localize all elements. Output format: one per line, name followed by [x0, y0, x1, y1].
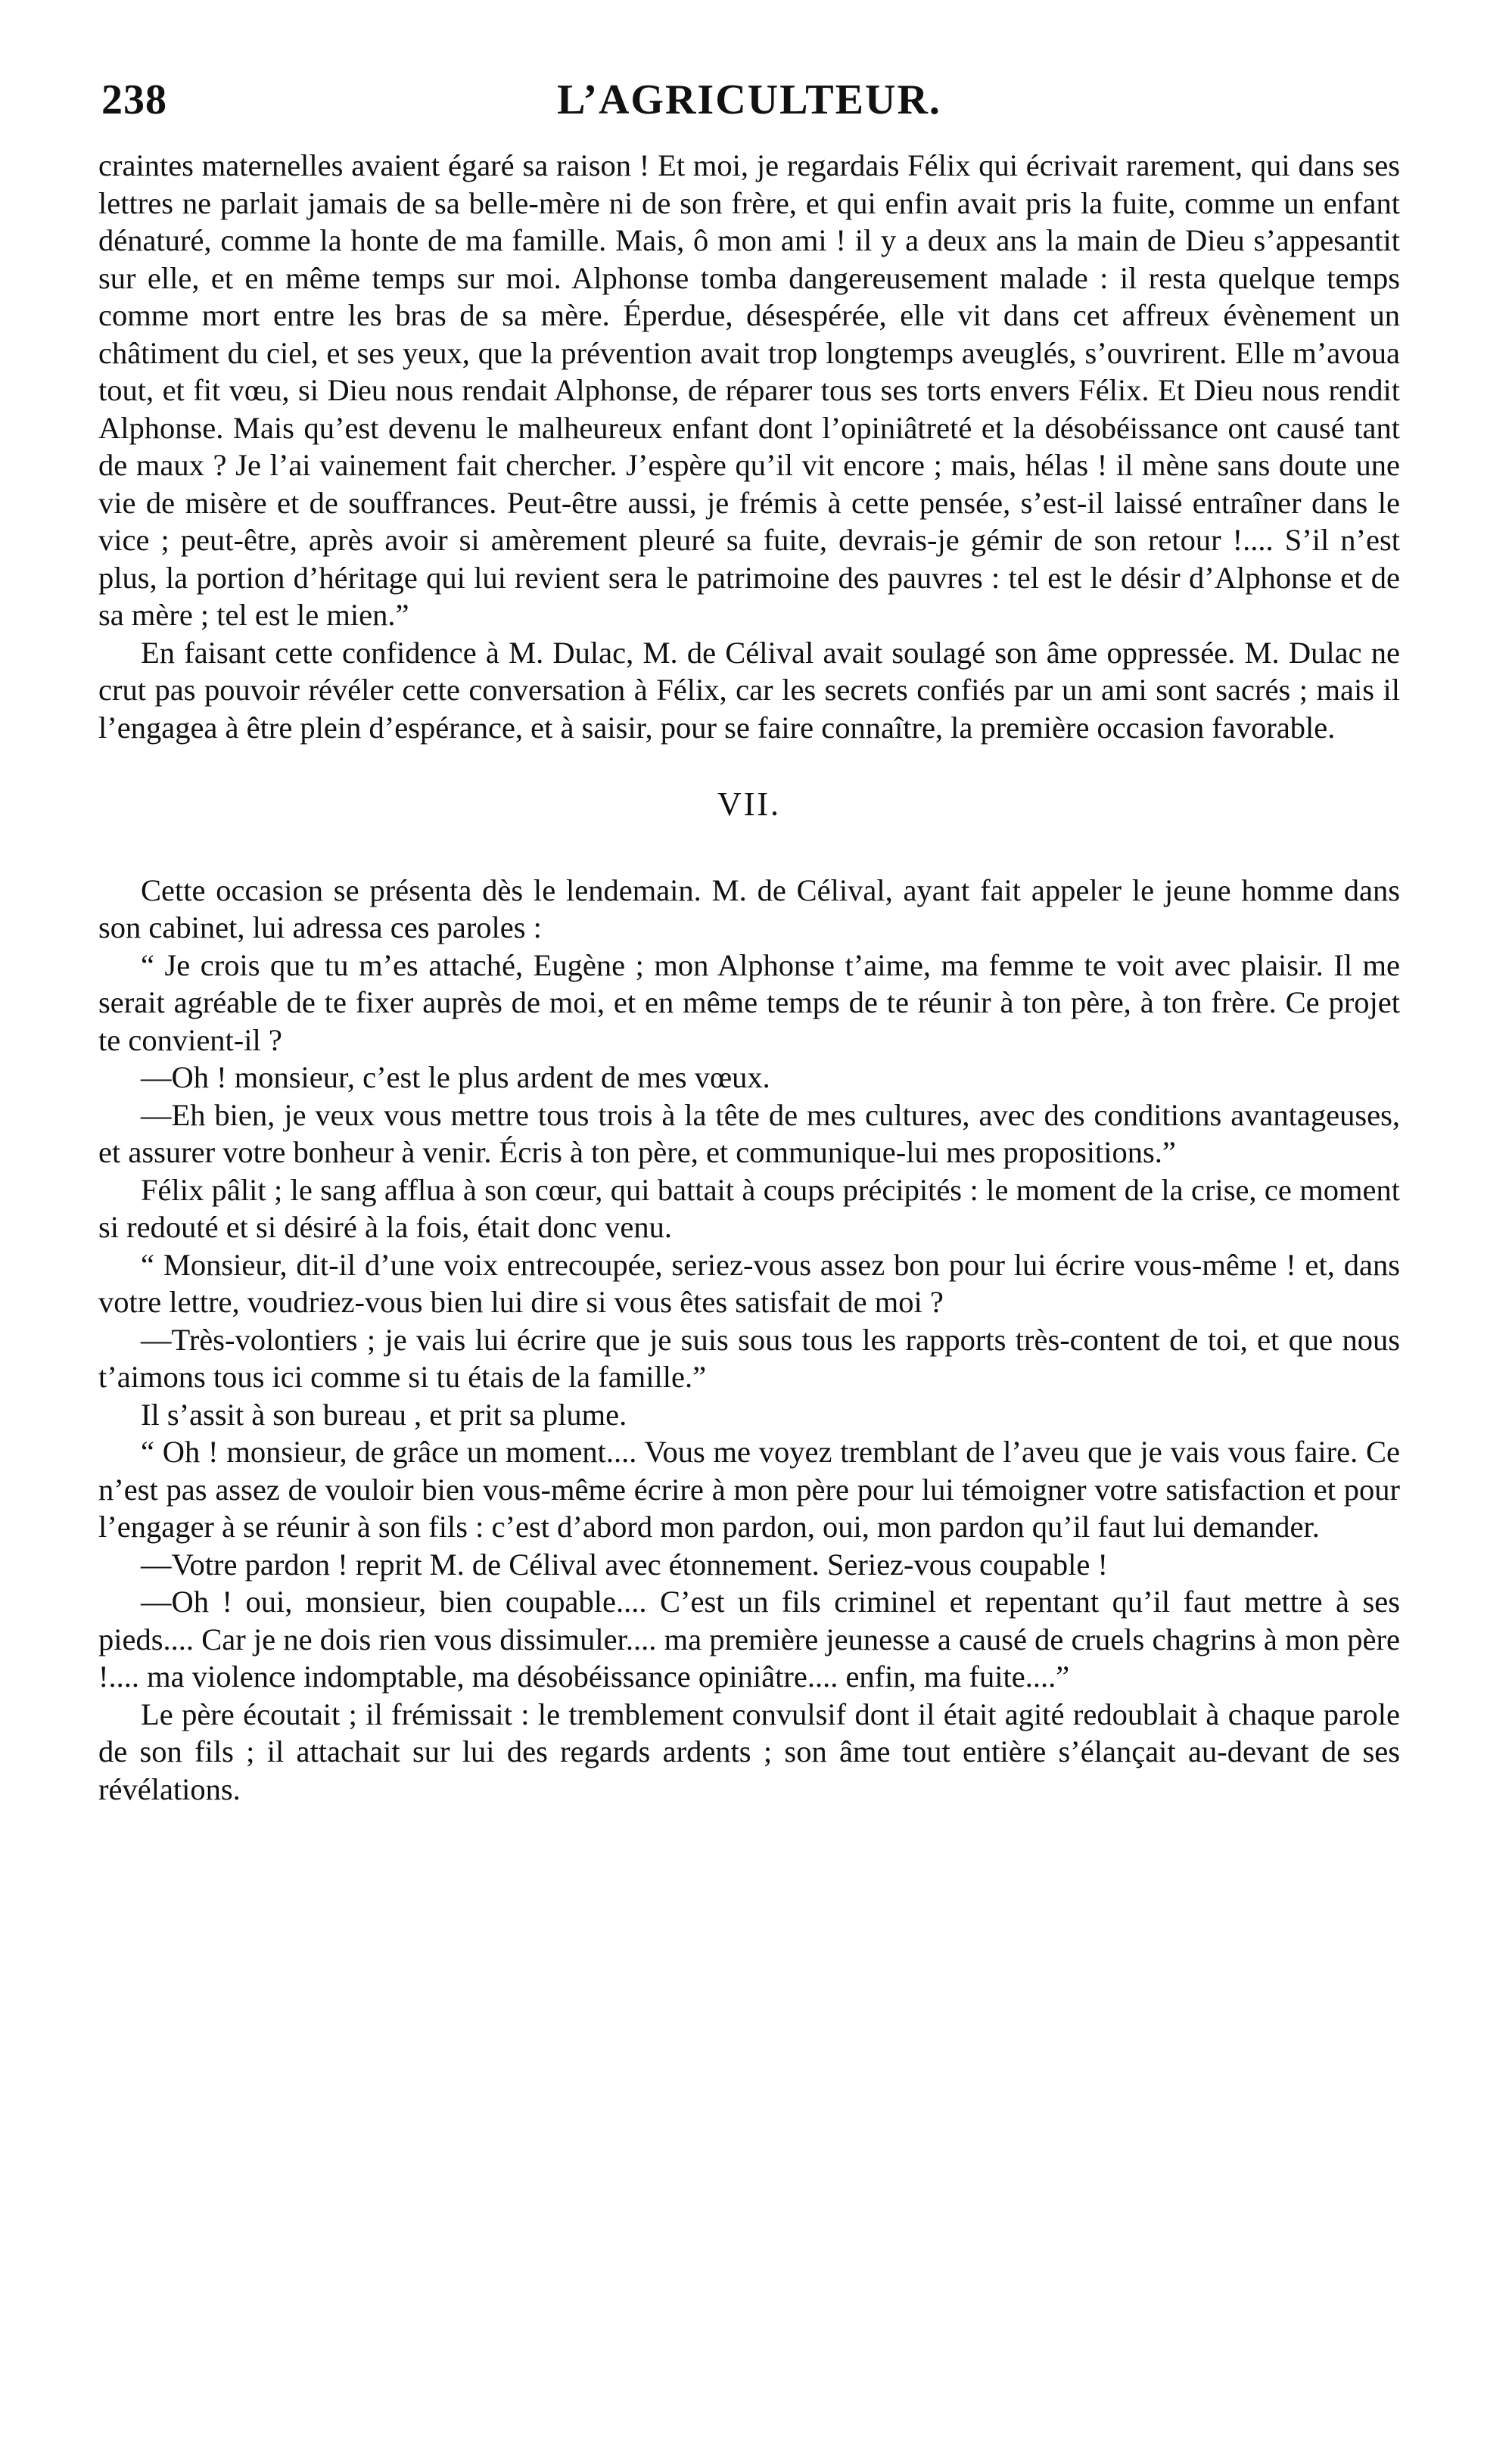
- paragraph: craintes maternelles avaient égaré sa raison ! Et moi, je regardais Félix qui écrivait rarement, qui dans ses lettres ne parlait jamais de sa belle-mère ni de son frère, et qui enfin avait pris la fuite, comme un enfant dénaturé, comme la honte de ma famille. Mais, ô mon ami ! il y a deux ans la main de Dieu s’appesantit sur elle, et en même temps sur moi. Alphonse tomba dangereusement malade : il resta quelque temps comme mort entre les bras de sa mère. Éperdue, désespérée, elle vit dans cet affreux évènement un châtiment du ciel, et ses yeux, que la prévention avait trop longtemps aveuglés, s’ouvrirent. Elle m’avoua tout, et fit vœu, si Dieu nous rendait Alphonse, de réparer tous ses torts envers Félix. Et Dieu nous rendit Alphonse. Mais qu’est devenu le malheureux enfant dont l’opiniâtreté et la désobéissance ont causé tant de maux ? Je l’ai vainement fait chercher. J’espère qu’il vit encore ; mais, hélas ! il mène sans doute une vie de misère et de souffrances. Peut-être aussi, je frémis à cette pensée, s’est-il laissé entraîner dans le vice ; peut-être, après avoir si amèrement pleuré sa fuite, devrais-je gémir de son retour !.... S’il n’est plus, la portion d’héritage qui lui revient sera le patrimoine des pauvres : tel est le désir d’Alphonse et de sa mère ; tel est le mien.”: [98, 148, 1400, 632]
- paragraph: En faisant cette confidence à M. Dulac, M. de Célival avait soulagé son âme oppressée. M. Dulac ne crut pas pouvoir révéler cette conversation à Félix, car les secrets confiés par un ami sont sacrés ; mais il l’engagea à être plein d’espérance, et à saisir, pour se faire connaître, la première occasion favorable.: [98, 635, 1400, 745]
- paragraph: “ Monsieur, dit-il d’une voix entrecoupée, seriez-vous assez bon pour lui écrire vous-même ! et, dans votre lettre, voudriez-vous bien lui dire si vous êtes satisfait de moi ?: [98, 1247, 1400, 1319]
- paragraph: Cette occasion se présenta dès le lendemain. M. de Célival, ayant fait appeler le jeune homme dans son cabinet, lui adressa ces paroles :: [98, 873, 1400, 944]
- body-text: [98, 147, 1400, 1808]
- page-number: 238: [101, 76, 167, 123]
- paragraph: “ Je crois que tu m’es attaché, Eugène ; mon Alphonse t’aime, ma femme te voit avec plaisir. Il me serait agréable de te fixer auprès de moi, et en même temps de te réunir à ton père, à ton frère. Ce projet te convient-il ?: [98, 947, 1400, 1057]
- paragraph: —Très-volontiers ; je vais lui écrire que je suis sous tous les rapports très-content de toi, et que nous t’aimons tous ici comme si tu étais de la famille.”: [98, 1322, 1400, 1394]
- paragraph: “ Oh ! monsieur, de grâce un moment.... Vous me voyez tremblant de l’aveu que je vais vous faire. Ce n’est pas assez de vouloir bien vous-même écrire à mon père pour lui témoigner votre satisfaction et pour l’engager à se réunir à son fils : c’est d’abord mon pardon, oui, mon pardon qu’il faut lui demander.: [98, 1435, 1400, 1544]
- paragraph: Félix pâlit ; le sang afflua à son cœur, qui battait à coups précipités : le moment de la crise, ce moment si redouté et si désiré à la fois, était donc venu.: [98, 1172, 1400, 1244]
- paragraph: —Votre pardon ! reprit M. de Célival avec étonnement. Seriez-vous coupable !: [141, 1547, 1108, 1582]
- paragraph: —Oh ! oui, monsieur, bien coupable.... C’est un fils criminel et repentant qu’il faut mettre à ses pieds.... Car je ne dois rien vous dissimuler.... ma première jeunesse a causé de cruels chagrins à mon père !.... ma violence indomptable, ma désobéissance opiniâtre.... enfin, ma fuite....”: [98, 1585, 1400, 1694]
- running-title: L’AGRICULTEUR.: [557, 76, 941, 123]
- running-head: [98, 70, 1400, 130]
- chapter-heading: VII.: [717, 785, 782, 823]
- paragraph: —Oh ! monsieur, c’est le plus ardent de mes vœux.: [141, 1060, 770, 1094]
- book-page: [98, 70, 1400, 1808]
- paragraph: Il s’assit à son bureau , et prit sa plume.: [141, 1397, 627, 1432]
- paragraph: —Eh bien, je veux vous mettre tous trois à la tête de mes cultures, avec des conditions avantageuses, et assurer votre bonheur à venir. Écris à ton père, et communique-lui mes propositions.”: [98, 1097, 1400, 1169]
- paragraph: Le père écoutait ; il frémissait : le tremblement convulsif dont il était agité redoublait à chaque parole de son fils ; il attachait sur lui des regards ardents ; son âme tout entière s’élançait au-devant de ses révélations.: [98, 1697, 1400, 1806]
